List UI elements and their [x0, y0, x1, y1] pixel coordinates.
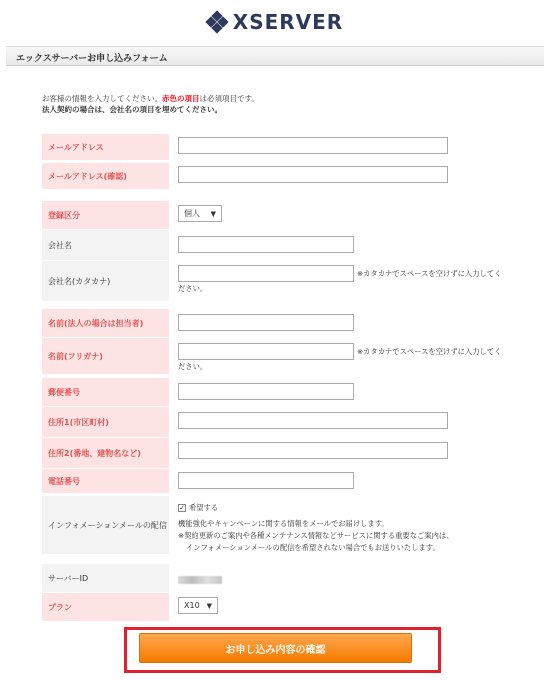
logo-mark-icon — [207, 12, 227, 32]
dropdown-arrow-icon: ▼ — [206, 601, 212, 610]
newsletter-checkbox[interactable]: ✓ — [179, 504, 185, 512]
registration-type-select[interactable]: 個人 ▼ — [178, 205, 222, 222]
form-title: エックスサーバーお申し込みフォーム — [6, 46, 544, 66]
plan-select[interactable]: X10 ▼ — [178, 597, 218, 614]
registration-type-label: 登録区分 — [42, 201, 169, 229]
email-label: メールアドレス — [42, 134, 169, 160]
required-highlight: 赤色の項目 — [162, 94, 200, 103]
email-confirm-label: メールアドレス(確認) — [42, 163, 169, 189]
newsletter-label: インフォメーションメールの配信 — [42, 496, 169, 554]
phone-input[interactable] — [178, 472, 354, 489]
name-label: 名前(法人の場合は担当者) — [42, 309, 169, 337]
newsletter-note: 機能強化やキャンペーンに関する情報をメールでお届けします。 ※契約更新のご案内や各種メンテナンス情報などサービスに関する重要なご案内は、 インフォメーションメールの配信を希望されない場合でもお送りいたします。 — [178, 519, 454, 552]
plan-label: プラン — [42, 593, 169, 621]
address2-input[interactable] — [178, 442, 448, 459]
phone-label: 電話番号 — [42, 469, 169, 493]
address2-label: 住所2(番地、建物名など) — [42, 438, 169, 468]
confirm-submit-button[interactable]: お申し込み内容の確認 — [139, 633, 412, 663]
logo-text: XSERVER — [232, 10, 344, 34]
company-input[interactable] — [178, 236, 354, 253]
company-kana-input[interactable] — [178, 265, 354, 282]
name-kana-note-cont: ださい。 — [178, 362, 208, 371]
company-kana-note-cont: ださい。 — [178, 284, 208, 293]
email-confirm-input[interactable] — [178, 166, 448, 183]
xserver-logo — [0, 10, 550, 34]
postal-label: 郵便番号 — [42, 378, 169, 406]
dropdown-arrow-icon: ▼ — [210, 209, 216, 218]
newsletter-option[interactable]: ✓ 希望する — [179, 503, 219, 512]
server-id-label: サーバーID — [42, 564, 169, 592]
address1-input[interactable] — [178, 412, 448, 429]
address1-label: 住所1(市区町村) — [42, 407, 169, 437]
company-label: 会社名 — [42, 230, 169, 260]
name-kana-note: ※カタカナでスペースを空けずに入力してく — [357, 347, 502, 356]
company-kana-label: 会社名(カタカナ) — [42, 261, 169, 301]
server-id-value — [178, 576, 222, 584]
name-kana-label: 名前(フリガナ) — [42, 338, 169, 374]
name-kana-input[interactable] — [178, 343, 354, 360]
company-kana-note: ※カタカナでスペースを空けずに入力してく — [357, 269, 502, 278]
email-input[interactable] — [178, 137, 448, 154]
form-intro: お客様の情報を入力してください。赤色の項目は必須項目です。 法人契約の場合は、会社名の項目を埋めてください。 — [42, 94, 259, 114]
corporate-note: 法人契約の場合は、会社名の項目を埋めてください。 — [42, 105, 222, 114]
name-input[interactable] — [178, 314, 354, 331]
postal-input[interactable] — [178, 383, 354, 400]
